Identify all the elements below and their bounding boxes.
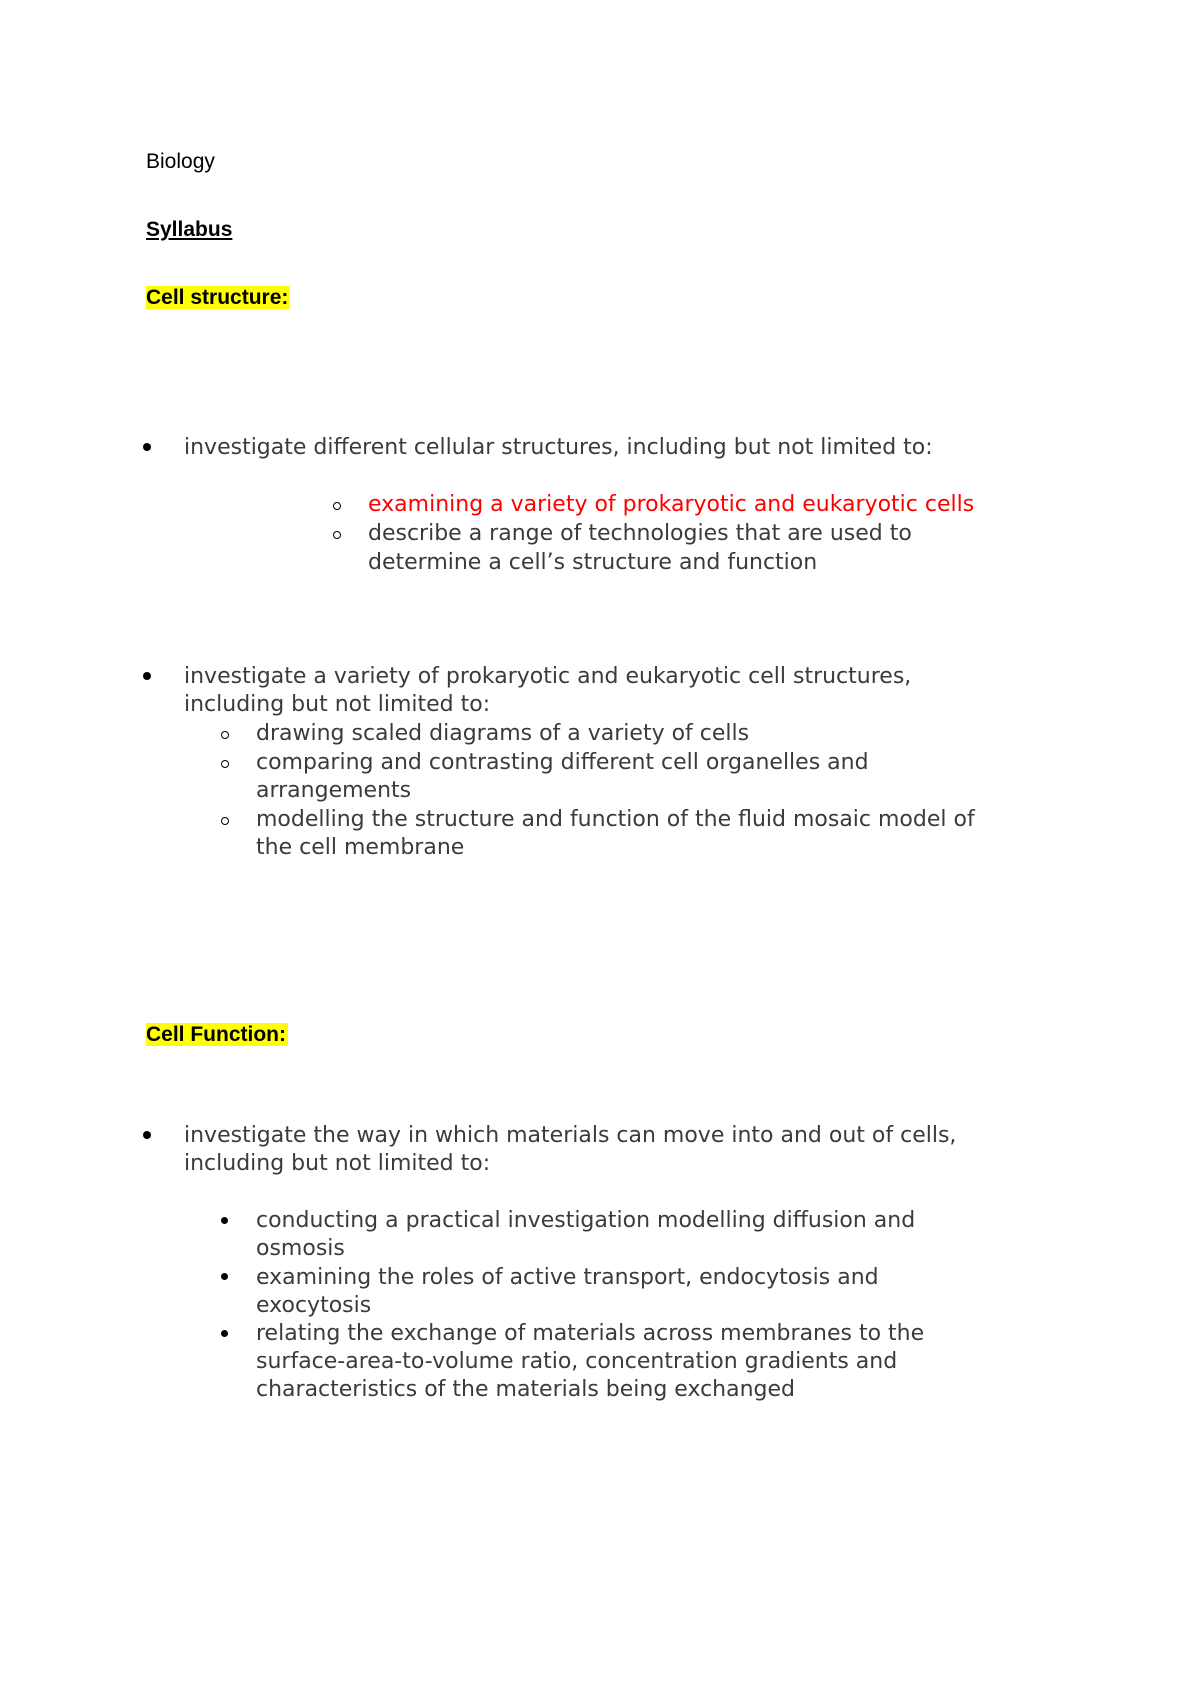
list-item: investigate the way in which materials can move into and out of cells, [184,1123,957,1148]
syllabus-heading: Syllabus [146,218,233,241]
section-heading-cell-function [146,1023,288,1047]
list-item: conducting a practical investigation modelling diffusion and [256,1208,916,1233]
list-item: investigate a variety of prokaryotic and eukaryotic cell structures, [184,664,912,689]
subject-title: Biology [146,150,215,173]
list-item: investigate different cellular structures, including but not limited to: [184,435,933,460]
list-item-continuation: including but not limited to: [184,692,491,717]
bullet-circle-icon [333,531,341,539]
highlight: Cell structure: [146,286,289,309]
bullet-circle-icon [221,817,229,825]
bullet-disc-icon [221,1330,228,1337]
list-item-continuation: including but not limited to: [184,1151,491,1176]
section-heading-cell-structure [146,286,290,310]
bullet-circle-icon [221,731,229,739]
list-item-continuation: determine a cell’s structure and function [368,550,818,575]
list-item: comparing and contrasting different cell organelles and [256,750,869,775]
list-item-continuation: arrangements [256,778,412,803]
bullet-disc-icon [221,1217,228,1224]
list-item-continuation: osmosis [256,1236,345,1261]
bullet-disc-icon [143,1131,151,1139]
list-item-continuation: the cell membrane [256,835,465,860]
list-item-continuation: surface-area-to-volume ratio, concentration gradients and [256,1349,898,1374]
bullet-circle-icon [333,502,341,510]
list-item: modelling the structure and function of the fluid mosaic model of [256,807,975,832]
bullet-disc-icon [143,443,151,451]
list-item-emphasis: examining a variety of prokaryotic and eukaryotic cells [368,492,975,517]
list-item: describe a range of technologies that are used to [368,521,912,546]
list-item: relating the exchange of materials across membranes to the [256,1321,925,1346]
list-item: examining the roles of active transport, endocytosis and [256,1265,879,1290]
list-item: drawing scaled diagrams of a variety of cells [256,721,750,746]
bullet-circle-icon [221,760,229,768]
bullet-disc-icon [221,1273,228,1280]
highlight: Cell Function: [146,1023,286,1046]
list-item-continuation: characteristics of the materials being exchanged [256,1377,796,1402]
list-item-continuation: exocytosis [256,1293,372,1318]
bullet-disc-icon [143,672,151,680]
